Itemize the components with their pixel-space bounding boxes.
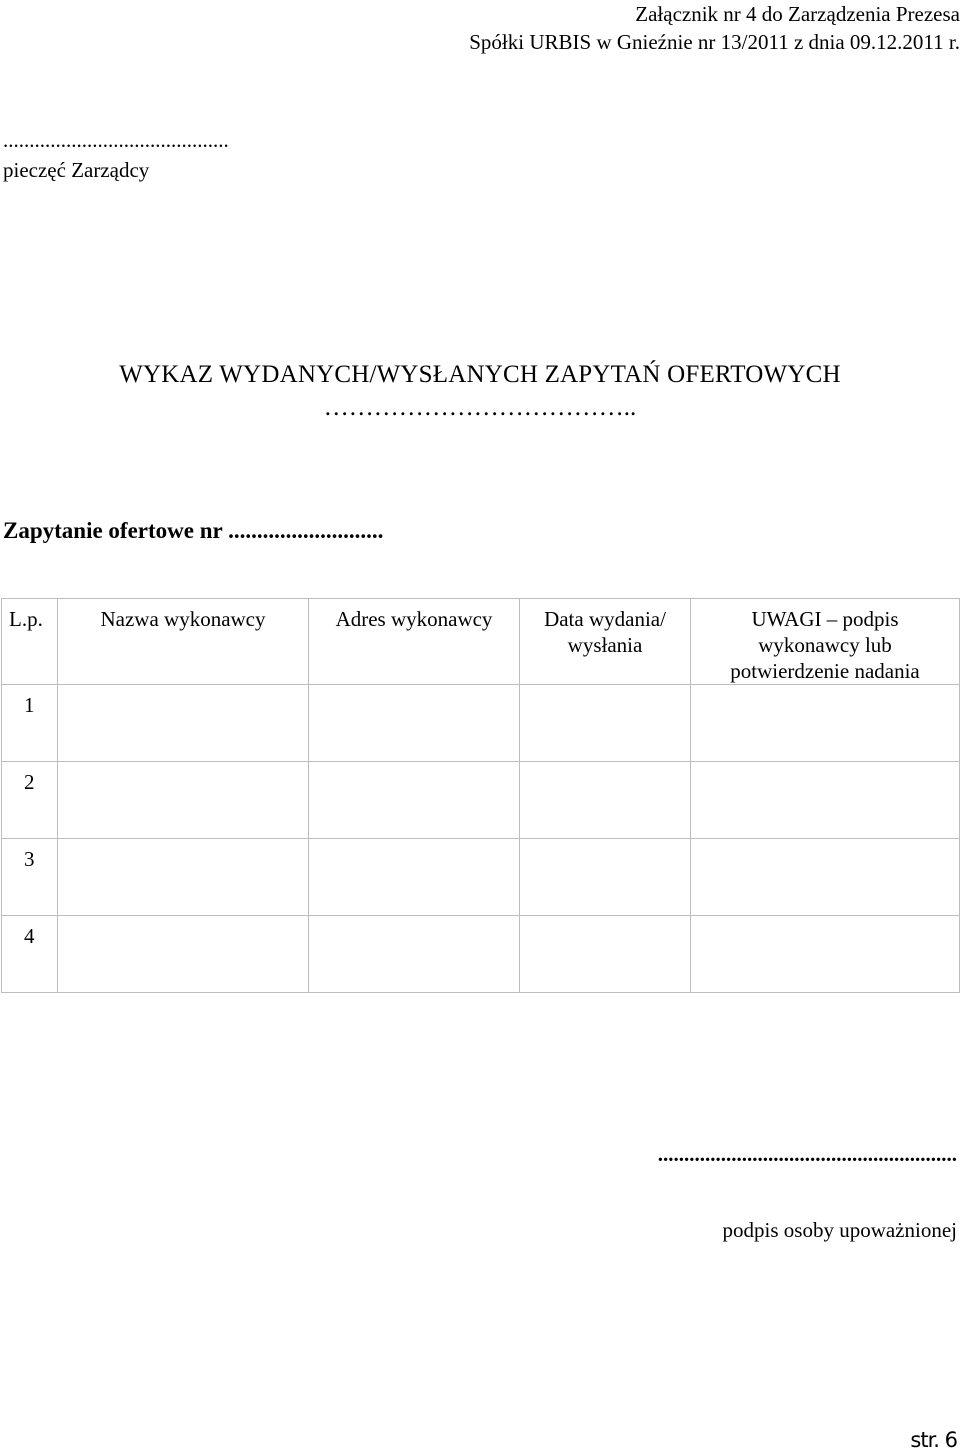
- inquiry-number-label: Zapytanie ofertowe nr ...........................: [3, 518, 384, 543]
- stamp-label: pieczęć Zarządcy: [3, 158, 150, 182]
- inquiry-register-table: [1, 598, 960, 993]
- table-row: [2, 916, 960, 993]
- remarks-cell[interactable]: [691, 916, 960, 993]
- header-date-line-1: Data wydania/: [544, 607, 666, 631]
- header-date-line-2: wysłania: [567, 633, 643, 657]
- remarks-cell[interactable]: [691, 685, 960, 762]
- remarks-cell[interactable]: [691, 762, 960, 839]
- row-number: 2: [2, 762, 58, 839]
- annex-line-2: Spółki URBIS w Gnieźnie nr 13/2011 z dnia 09.12.2011 r.: [469, 30, 960, 54]
- contractor-name-cell[interactable]: [58, 839, 309, 916]
- row-number: 1: [2, 685, 58, 762]
- header-remarks-line-3: potwierdzenie nadania: [730, 659, 920, 683]
- row-number: 4: [2, 916, 58, 993]
- remarks-cell[interactable]: [691, 839, 960, 916]
- header-contractor-name: Nazwa wykonawcy: [58, 599, 309, 685]
- date-cell[interactable]: [520, 762, 691, 839]
- date-cell[interactable]: [520, 839, 691, 916]
- contractor-address-cell[interactable]: [309, 762, 520, 839]
- contractor-address-cell[interactable]: [309, 916, 520, 993]
- stamp-block: [3, 125, 229, 185]
- table-row: [2, 685, 960, 762]
- date-cell[interactable]: [520, 685, 691, 762]
- contractor-name-cell[interactable]: [58, 685, 309, 762]
- header-remarks-line-1: UWAGI – podpis: [751, 607, 899, 631]
- table-row: [2, 839, 960, 916]
- stamp-dots: ...........................................: [3, 128, 229, 152]
- signature-label: podpis osoby upoważnionej: [722, 1218, 957, 1242]
- contractor-name-cell[interactable]: [58, 762, 309, 839]
- table-row: [2, 762, 960, 839]
- contractor-name-cell[interactable]: [58, 916, 309, 993]
- document-title: WYKAZ WYDANYCH/WYSŁANYCH ZAPYTAŃ OFERTOWYCH: [119, 361, 841, 388]
- header-date: [520, 599, 691, 685]
- header-remarks-line-2: wykonawcy lub: [758, 633, 892, 657]
- title-dots: ………………………………..: [323, 394, 637, 421]
- date-cell[interactable]: [520, 916, 691, 993]
- contractor-address-cell[interactable]: [309, 685, 520, 762]
- header-contractor-address: Adres wykonawcy: [309, 599, 520, 685]
- annex-reference: [469, 0, 960, 56]
- header-remarks: [691, 599, 960, 685]
- row-number: 3: [2, 839, 58, 916]
- header-lp: L.p.: [2, 599, 58, 685]
- contractor-address-cell[interactable]: [309, 839, 520, 916]
- table-header-row: [2, 599, 960, 685]
- signature-dots: .........................................................: [657, 1142, 957, 1166]
- page-number: str. 6: [910, 1428, 957, 1452]
- annex-line-1: Załącznik nr 4 do Zarządzenia Prezesa: [635, 2, 960, 26]
